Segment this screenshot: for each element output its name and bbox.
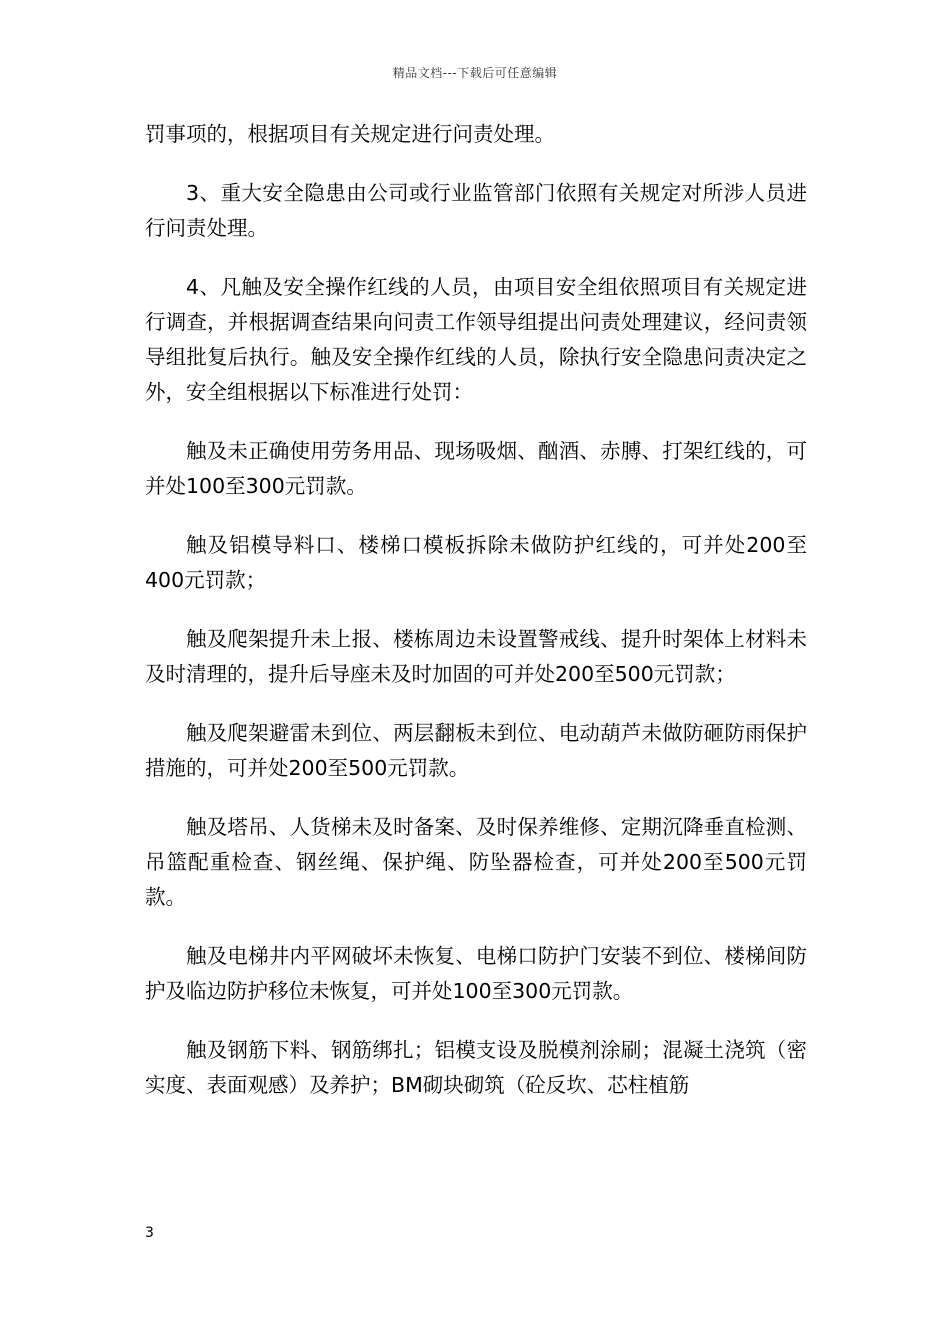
penalty-clause-aluminum-formwork: 触及铝模导料口、楼梯口模板拆除未做防护红线的，可并处200至400元罚款；	[145, 533, 807, 592]
paragraph-continuation: 罚事项的，根据项目有关规定进行问责处理。	[145, 122, 555, 146]
penalty-clause-climbing-frame-lift: 触及爬架提升未上报、楼栋周边未设置警戒线、提升时架体上材料未及时清理的，提升后导座未及时加固的可并处200至500元罚款；	[145, 627, 807, 686]
penalty-clause-elevator-shaft: 触及电梯井内平网破坏未恢复、电梯口防护门安装不到位、楼梯间防护及临边防护移位未恢复，可并处100至300元罚款。	[145, 944, 807, 1003]
page-header: 精品文档---下载后可任意编辑	[392, 66, 558, 80]
penalty-clause-climbing-frame-lightning: 触及爬架避雷未到位、两层翻板未到位、电动葫芦未做防砸防雨保护措施的，可并处200至500元罚款。	[145, 721, 807, 780]
paragraph-item-3: 3、重大安全隐患由公司或行业监管部门依照有关规定对所涉人员进行问责处理。	[145, 181, 807, 240]
penalty-clause-labor-supplies: 触及未正确使用劳务用品、现场吸烟、酗酒、赤膊、打架红线的，可并处100至300元罚款。	[145, 439, 807, 498]
paragraph-item-4: 4、凡触及安全操作红线的人员，由项目安全组依照项目有关规定进行调查，并根据调查结果向问责工作领导组提出问责处理建议，经问责领导组批复后执行。触及安全操作红线的人员，除执行安全隐患问责决定之外，安全组根据以下标准进行处罚：	[145, 275, 807, 404]
penalty-clause-tower-crane: 触及塔吊、人货梯未及时备案、及时保养维修、定期沉降垂直检测、吊篮配重检查、钢丝绳、保护绳、防坠器检查，可并处200至500元罚款。	[145, 815, 807, 909]
page-number: 3	[145, 1225, 154, 1241]
penalty-clause-rebar-concrete: 触及钢筋下料、钢筋绑扎；铝模支设及脱模剂涂刷；混凝土浇筑（密实度、表面观感）及养护；BM砌块砌筑（砼反坎、芯柱植筋	[145, 1038, 807, 1097]
document-body	[145, 117, 807, 1127]
